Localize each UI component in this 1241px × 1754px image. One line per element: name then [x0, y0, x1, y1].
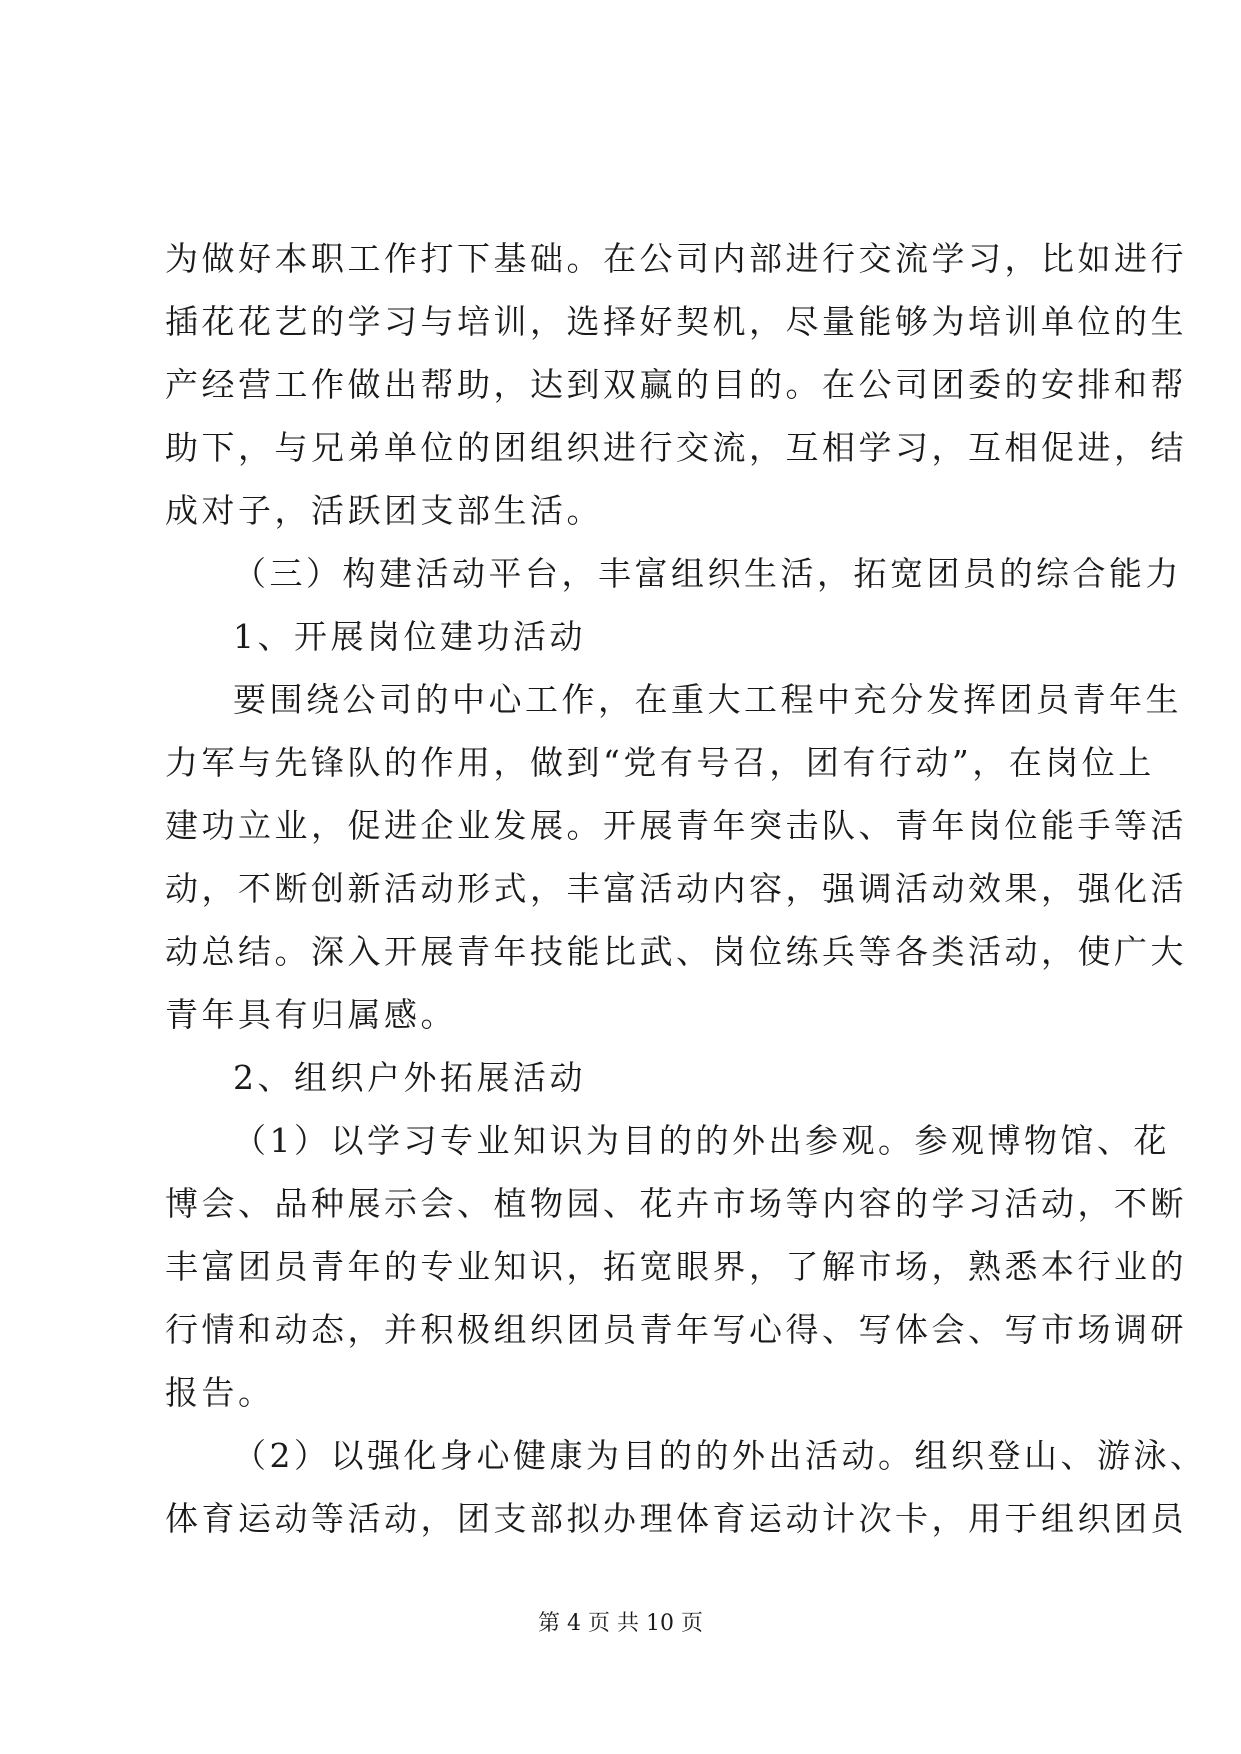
paragraph-line: 为做好本职工作打下基础。在公司内部进行交流学习，比如进行 — [165, 239, 1187, 278]
paragraph-line: 助下，与兄弟单位的团组织进行交流，互相学习，互相促进，结 — [165, 428, 1187, 467]
paragraph-line: 建功立业，促进企业发展。开展青年突击队、青年岗位能手等活 — [165, 806, 1187, 845]
page-number-footer: 第 4 页 共 10 页 — [538, 1611, 703, 1636]
paragraph-line: 行情和动态，并积极组织团员青年写心得、写体会、写市场调研 — [165, 1310, 1187, 1349]
paragraph-line: 产经营工作做出帮助，达到双赢的目的。在公司团委的安排和帮 — [165, 365, 1187, 404]
paragraph-line: 体育运动等活动，团支部拟办理体育运动计次卡，用于组织团员 — [165, 1499, 1187, 1538]
paragraph-line: （2）以强化身心健康为目的的外出活动。组织登山、游泳、 — [233, 1436, 1207, 1475]
paragraph-line: （1）以学习专业知识为目的的外出参观。参观博物馆、花 — [233, 1121, 1170, 1160]
paragraph-line: 要围绕公司的中心工作，在重大工程中充分发挥团员青年生 — [233, 680, 1182, 719]
paragraph-line: 动总结。深入开展青年技能比武、岗位练兵等各类活动，使广大 — [165, 932, 1187, 971]
paragraph-line: 博会、品种展示会、植物园、花卉市场等内容的学习活动，不断 — [165, 1184, 1187, 1223]
paragraph-line: 丰富团员青年的专业知识，拓宽眼界，了解市场，熟悉本行业的 — [165, 1247, 1187, 1286]
paragraph-line: 力军与先锋队的作用，做到“党有号召，团有行动”，在岗位上 — [165, 743, 1155, 782]
paragraph-line: 报告。 — [165, 1373, 275, 1412]
subsection-heading: 2、组织户外拓展活动 — [233, 1058, 586, 1097]
paragraph-line: 青年具有归属感。 — [165, 995, 457, 1034]
paragraph-line: 插花花艺的学习与培训，选择好契机，尽量能够为培训单位的生 — [165, 302, 1187, 341]
paragraph-line: 动，不断创新活动形式，丰富活动内容，强调活动效果，强化活 — [165, 869, 1187, 908]
section-heading: （三）构建活动平台，丰富组织生活，拓宽团员的综合能力 — [233, 554, 1182, 593]
paragraph-line: 成对子，活跃团支部生活。 — [165, 491, 603, 530]
subsection-heading: 1、开展岗位建功活动 — [233, 617, 586, 656]
document-body — [165, 227, 1207, 1550]
